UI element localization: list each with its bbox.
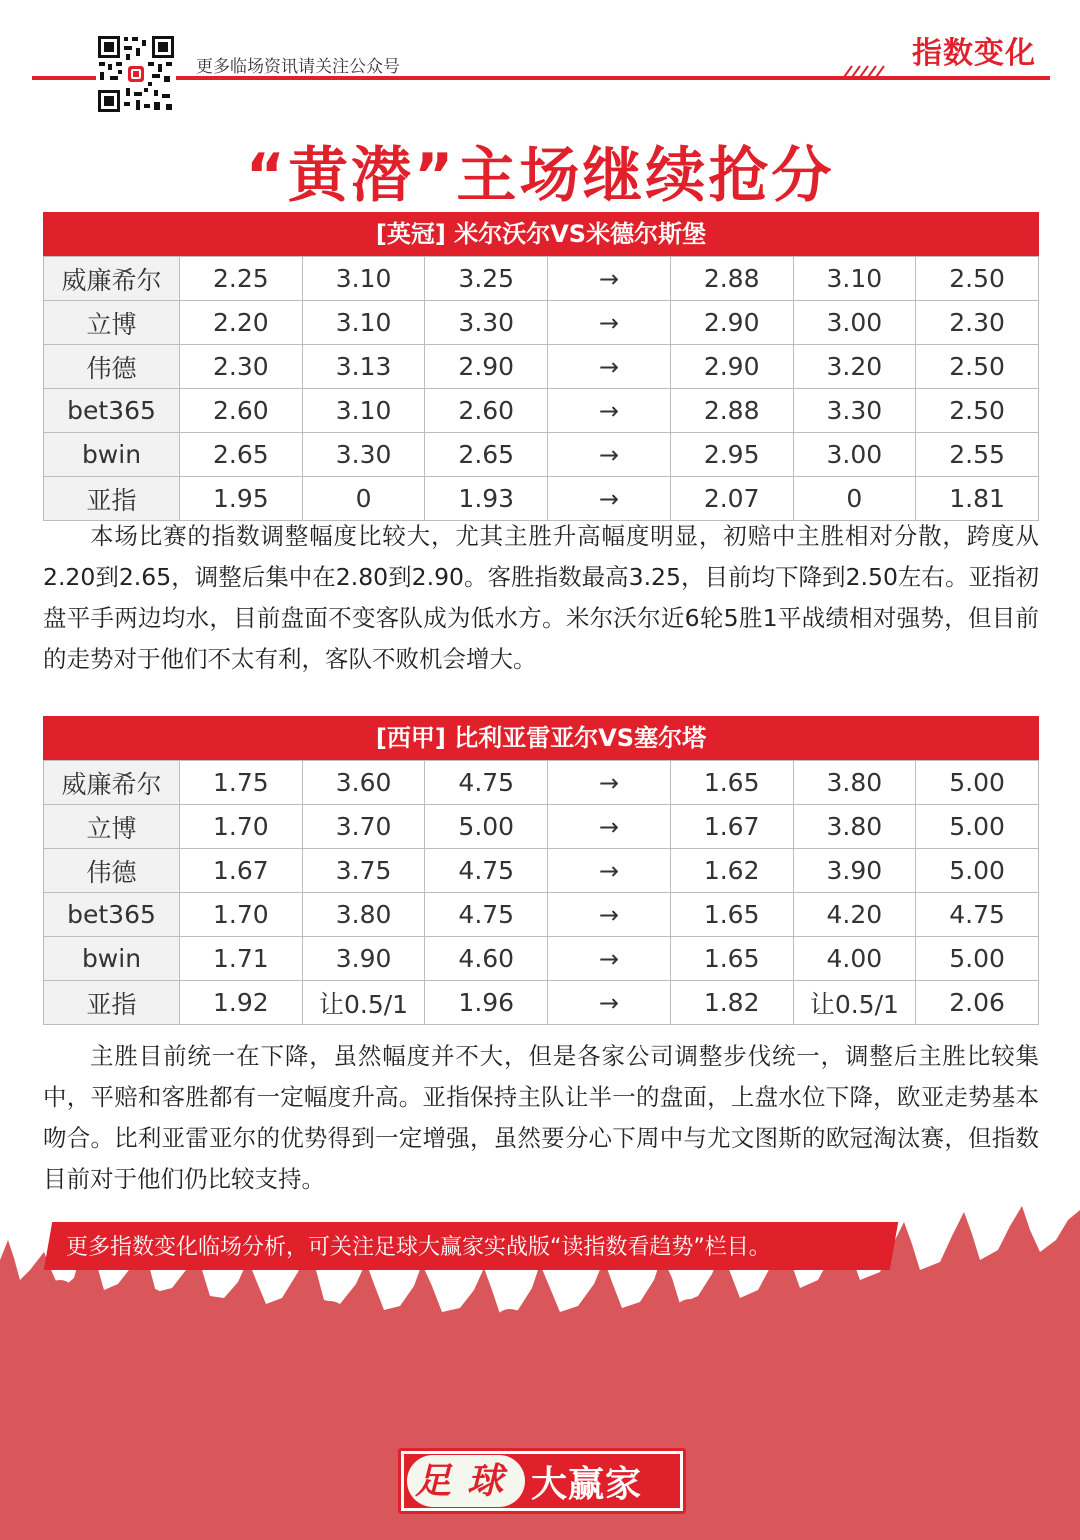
odds-cell: 5.00: [916, 805, 1039, 849]
odds-cell: 2.50: [916, 345, 1039, 389]
odds-cell: 1.70: [180, 805, 303, 849]
brand-logo-char-2: 球: [467, 1460, 504, 1502]
odds-cell: 2.55: [916, 433, 1039, 477]
table-row: [44, 937, 1039, 981]
match-odds-block: [43, 716, 1039, 1025]
odds-cell: 3.80: [793, 761, 916, 805]
odds-cell: 3.10: [302, 257, 425, 301]
odds-cell: 4.75: [425, 849, 548, 893]
company-cell: 亚指: [44, 477, 180, 521]
odds-cell: 0: [793, 477, 916, 521]
odds-cell: 3.90: [302, 937, 425, 981]
odds-cell: 2.65: [180, 433, 303, 477]
section-tag: 指数变化: [912, 36, 1036, 71]
analysis-paragraph: 主胜目前统一在下降，虽然幅度并不大，但是各家公司调整步伐统一，调整后主胜比较集中，平赔和客胜都有一定幅度升高。亚指保持主队让半一的盘面，上盘水位下降，欧亚走势基本吻合。比利亚雷亚尔的优势得到一定增强，虽然要分心下周中与尤文图斯的欧冠淘汰赛，但指数目前对于他们仍比较支持。: [43, 1042, 1039, 1193]
page-title: “黄潜”主场继续抢分: [245, 141, 835, 211]
analysis-paragraph: 本场比赛的指数调整幅度比较大，尤其主胜升高幅度明显，初赔中主胜相对分散，跨度从2.20到2.65，调整后集中在2.80到2.90。客胜指数最高3.25，目前均下降到2.50左右。亚指初盘平手两边均水，目前盘面不变客队成为低水方。米尔沃尔近6轮5胜1平战绩相对强势，但目前的走势对于他们不太有利，客队不败机会增大。: [43, 522, 1039, 673]
table-row: [44, 849, 1039, 893]
odds-cell: 1.65: [670, 761, 793, 805]
odds-cell: 3.80: [793, 805, 916, 849]
table-row: [44, 805, 1039, 849]
arrow-cell: →: [548, 805, 671, 849]
match-heading: [西甲] 比利亚雷亚尔VS塞尔塔: [43, 716, 1039, 760]
odds-cell: 1.65: [670, 893, 793, 937]
odds-cell: 1.65: [670, 937, 793, 981]
odds-cell: 5.00: [916, 761, 1039, 805]
odds-cell: 4.20: [793, 893, 916, 937]
odds-cell: 2.60: [425, 389, 548, 433]
odds-cell: 2.25: [180, 257, 303, 301]
odds-cell: 4.75: [425, 893, 548, 937]
arrow-cell: →: [548, 301, 671, 345]
odds-cell: 3.00: [793, 301, 916, 345]
table-row: [44, 761, 1039, 805]
odds-cell: 1.62: [670, 849, 793, 893]
odds-cell: 3.30: [425, 301, 548, 345]
odds-cell: 2.20: [180, 301, 303, 345]
odds-cell: 1.81: [916, 477, 1039, 521]
odds-cell: 3.60: [302, 761, 425, 805]
odds-cell: 让0.5/1: [793, 981, 916, 1025]
odds-cell: 5.00: [916, 849, 1039, 893]
odds-table: [43, 256, 1039, 521]
arrow-cell: →: [548, 937, 671, 981]
odds-cell: 3.30: [302, 433, 425, 477]
odds-cell: 3.00: [793, 433, 916, 477]
odds-cell: 1.71: [180, 937, 303, 981]
odds-cell: 2.88: [670, 389, 793, 433]
arrow-cell: →: [548, 389, 671, 433]
header-rule: [32, 76, 1050, 80]
odds-cell: 2.90: [425, 345, 548, 389]
odds-cell: 2.30: [916, 301, 1039, 345]
odds-cell: 4.75: [916, 893, 1039, 937]
odds-table: [43, 760, 1039, 1025]
company-cell: bwin: [44, 937, 180, 981]
odds-cell: 3.30: [793, 389, 916, 433]
odds-cell: 2.90: [670, 345, 793, 389]
odds-cell: 5.00: [916, 937, 1039, 981]
arrow-cell: →: [548, 257, 671, 301]
odds-cell: 3.10: [302, 389, 425, 433]
company-cell: bwin: [44, 433, 180, 477]
odds-cell: 5.00: [425, 805, 548, 849]
promo-banner-text: 更多指数变化临场分析，可关注足球大赢家实战版“读指数看趋势”栏目。: [66, 1235, 771, 1260]
odds-cell: 2.88: [670, 257, 793, 301]
odds-cell: 3.10: [302, 301, 425, 345]
odds-cell: 1.75: [180, 761, 303, 805]
odds-cell: 2.50: [916, 257, 1039, 301]
company-cell: 立博: [44, 301, 180, 345]
odds-cell: 3.25: [425, 257, 548, 301]
odds-cell: 2.50: [916, 389, 1039, 433]
odds-cell: 4.75: [425, 761, 548, 805]
odds-cell: 2.95: [670, 433, 793, 477]
company-cell: 亚指: [44, 981, 180, 1025]
odds-cell: 1.93: [425, 477, 548, 521]
odds-cell: 3.13: [302, 345, 425, 389]
odds-cell: 1.96: [425, 981, 548, 1025]
odds-cell: 2.60: [180, 389, 303, 433]
arrow-cell: →: [548, 981, 671, 1025]
odds-cell: 3.20: [793, 345, 916, 389]
odds-cell: 1.82: [670, 981, 793, 1025]
arrow-cell: →: [548, 893, 671, 937]
odds-cell: 2.06: [916, 981, 1039, 1025]
odds-cell: 4.00: [793, 937, 916, 981]
odds-cell: 3.75: [302, 849, 425, 893]
odds-cell: 1.67: [670, 805, 793, 849]
table-row: [44, 433, 1039, 477]
brand-logo-text: 大赢家: [531, 1464, 643, 1505]
odds-cell: 2.30: [180, 345, 303, 389]
header-slash-decoration: [840, 62, 890, 80]
header-note: 更多临场资讯请关注公众号: [196, 57, 400, 77]
arrow-cell: →: [548, 477, 671, 521]
odds-cell: 4.60: [425, 937, 548, 981]
odds-cell: 1.95: [180, 477, 303, 521]
company-cell: 立博: [44, 805, 180, 849]
odds-cell: 1.92: [180, 981, 303, 1025]
match-odds-block: [43, 212, 1039, 521]
match-heading: [英冠] 米尔沃尔VS米德尔斯堡: [43, 212, 1039, 256]
table-row: [44, 345, 1039, 389]
odds-cell: 1.70: [180, 893, 303, 937]
odds-cell: 3.80: [302, 893, 425, 937]
company-cell: bet365: [44, 389, 180, 433]
brand-logo-char-1: 足: [415, 1460, 452, 1502]
table-row: [44, 257, 1039, 301]
table-row: [44, 893, 1039, 937]
table-row: [44, 389, 1039, 433]
arrow-cell: →: [548, 849, 671, 893]
table-row: [44, 981, 1039, 1025]
odds-cell: 1.67: [180, 849, 303, 893]
odds-cell: 2.07: [670, 477, 793, 521]
company-cell: 威廉希尔: [44, 257, 180, 301]
table-row: [44, 301, 1039, 345]
company-cell: 伟德: [44, 345, 180, 389]
odds-cell: 2.90: [670, 301, 793, 345]
odds-cell: 2.65: [425, 433, 548, 477]
odds-cell: 3.70: [302, 805, 425, 849]
arrow-cell: →: [548, 345, 671, 389]
brand-logo: [398, 1448, 686, 1514]
company-cell: 伟德: [44, 849, 180, 893]
odds-cell: 3.10: [793, 257, 916, 301]
company-cell: bet365: [44, 893, 180, 937]
company-cell: 威廉希尔: [44, 761, 180, 805]
odds-cell: 让0.5/1: [302, 981, 425, 1025]
odds-cell: 0: [302, 477, 425, 521]
arrow-cell: →: [548, 761, 671, 805]
qr-code-icon: [96, 34, 176, 114]
odds-cell: 3.90: [793, 849, 916, 893]
arrow-cell: →: [548, 433, 671, 477]
table-row: [44, 477, 1039, 521]
